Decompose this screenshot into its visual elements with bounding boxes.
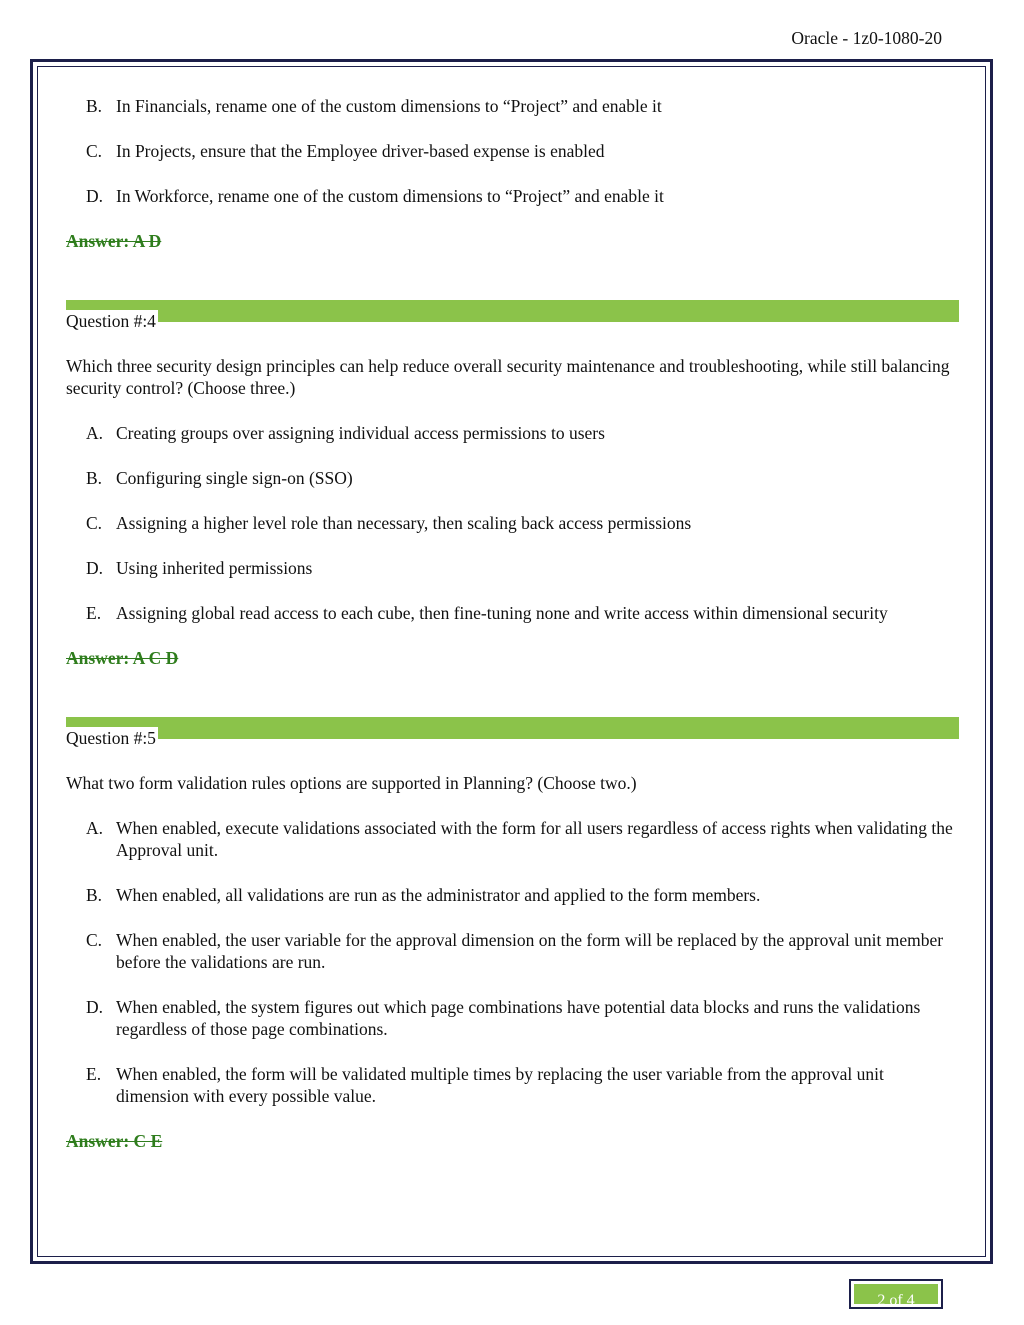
option-letter: D. — [86, 997, 104, 1017]
q5-header-bar — [66, 717, 958, 748]
q4-stem: Which three security design principles can help reduce overall security maintenance and troubleshooting, while still balancing security control? (Choose three.) — [66, 356, 950, 398]
q4-option-d — [66, 557, 958, 579]
q4-option-c — [66, 512, 958, 534]
option-letter: D. — [86, 186, 104, 206]
option-text: In Projects, ensure that the Employee driver-based expense is enabled — [116, 141, 605, 161]
option-letter: E. — [86, 1064, 102, 1084]
document-header: Oracle - 1z0-1080-20 — [791, 28, 942, 48]
q4-header-bar — [66, 300, 958, 331]
option-text: When enabled, the user variable for the approval dimension on the form will be replaced by the approval unit member before the validations are run. — [116, 930, 944, 972]
option-text: When enabled, the form will be validated multiple times by replacing the user variable from the approval unit dimension with every possible value. — [116, 1064, 884, 1106]
question-bar — [66, 300, 959, 322]
option-text: Creating groups over assigning individual access permissions to users — [116, 423, 605, 443]
option-letter: A. — [86, 818, 104, 838]
q5-option-a — [66, 817, 958, 861]
question-bar — [66, 717, 959, 739]
option-letter: D. — [86, 558, 104, 578]
option-letter: B. — [86, 468, 103, 488]
q4-label: Question #:4 — [66, 311, 156, 331]
q4-option-a — [66, 422, 958, 444]
q5-answer: Answer: C E — [66, 1131, 163, 1151]
option-text: Configuring single sign-on (SSO) — [116, 468, 353, 488]
option-text: In Workforce, rename one of the custom dimensions to “Project” and enable it — [116, 186, 664, 206]
q5-stem: What two form validation rules options are supported in Planning? (Choose two.) — [66, 773, 637, 793]
option-text: Assigning a higher level role than necessary, then scaling back access permissions — [116, 513, 692, 533]
q3-option-b — [66, 95, 958, 117]
option-text: Using inherited permissions — [116, 558, 313, 578]
option-letter: B. — [86, 885, 103, 905]
page-content — [66, 95, 958, 1152]
option-letter: E. — [86, 603, 102, 623]
q3-answer: Answer: A D — [66, 231, 162, 251]
option-text: When enabled, all validations are run as the administrator and applied to the form members. — [116, 885, 761, 905]
option-letter: C. — [86, 513, 103, 533]
q4-option-b — [66, 467, 958, 489]
option-letter: C. — [86, 930, 103, 950]
option-text: Assigning global read access to each cube, then fine-tuning none and write access within dimensional security — [116, 603, 888, 623]
q3-option-d — [66, 185, 958, 207]
q5-option-b — [66, 884, 958, 906]
option-text: In Financials, rename one of the custom dimensions to “Project” and enable it — [116, 96, 662, 116]
option-letter: C. — [86, 141, 103, 161]
q3-option-c — [66, 140, 958, 162]
q5-label: Question #:5 — [66, 728, 156, 748]
option-letter: A. — [86, 423, 104, 443]
q5-option-d — [66, 996, 958, 1040]
option-letter: B. — [86, 96, 103, 116]
page-number-box — [849, 1279, 943, 1309]
option-text: When enabled, execute validations associated with the form for all users regardless of access rights when validating the Approval unit. — [116, 818, 953, 860]
q5-option-c — [66, 929, 958, 973]
option-text: When enabled, the system figures out which page combinations have potential data blocks and runs the validations regardless of those page combinations. — [116, 997, 921, 1039]
q4-option-e — [66, 602, 958, 624]
page-number: 2 of 4 — [854, 1284, 938, 1304]
q5-option-e — [66, 1063, 958, 1107]
q4-answer: Answer: A C D — [66, 648, 179, 668]
